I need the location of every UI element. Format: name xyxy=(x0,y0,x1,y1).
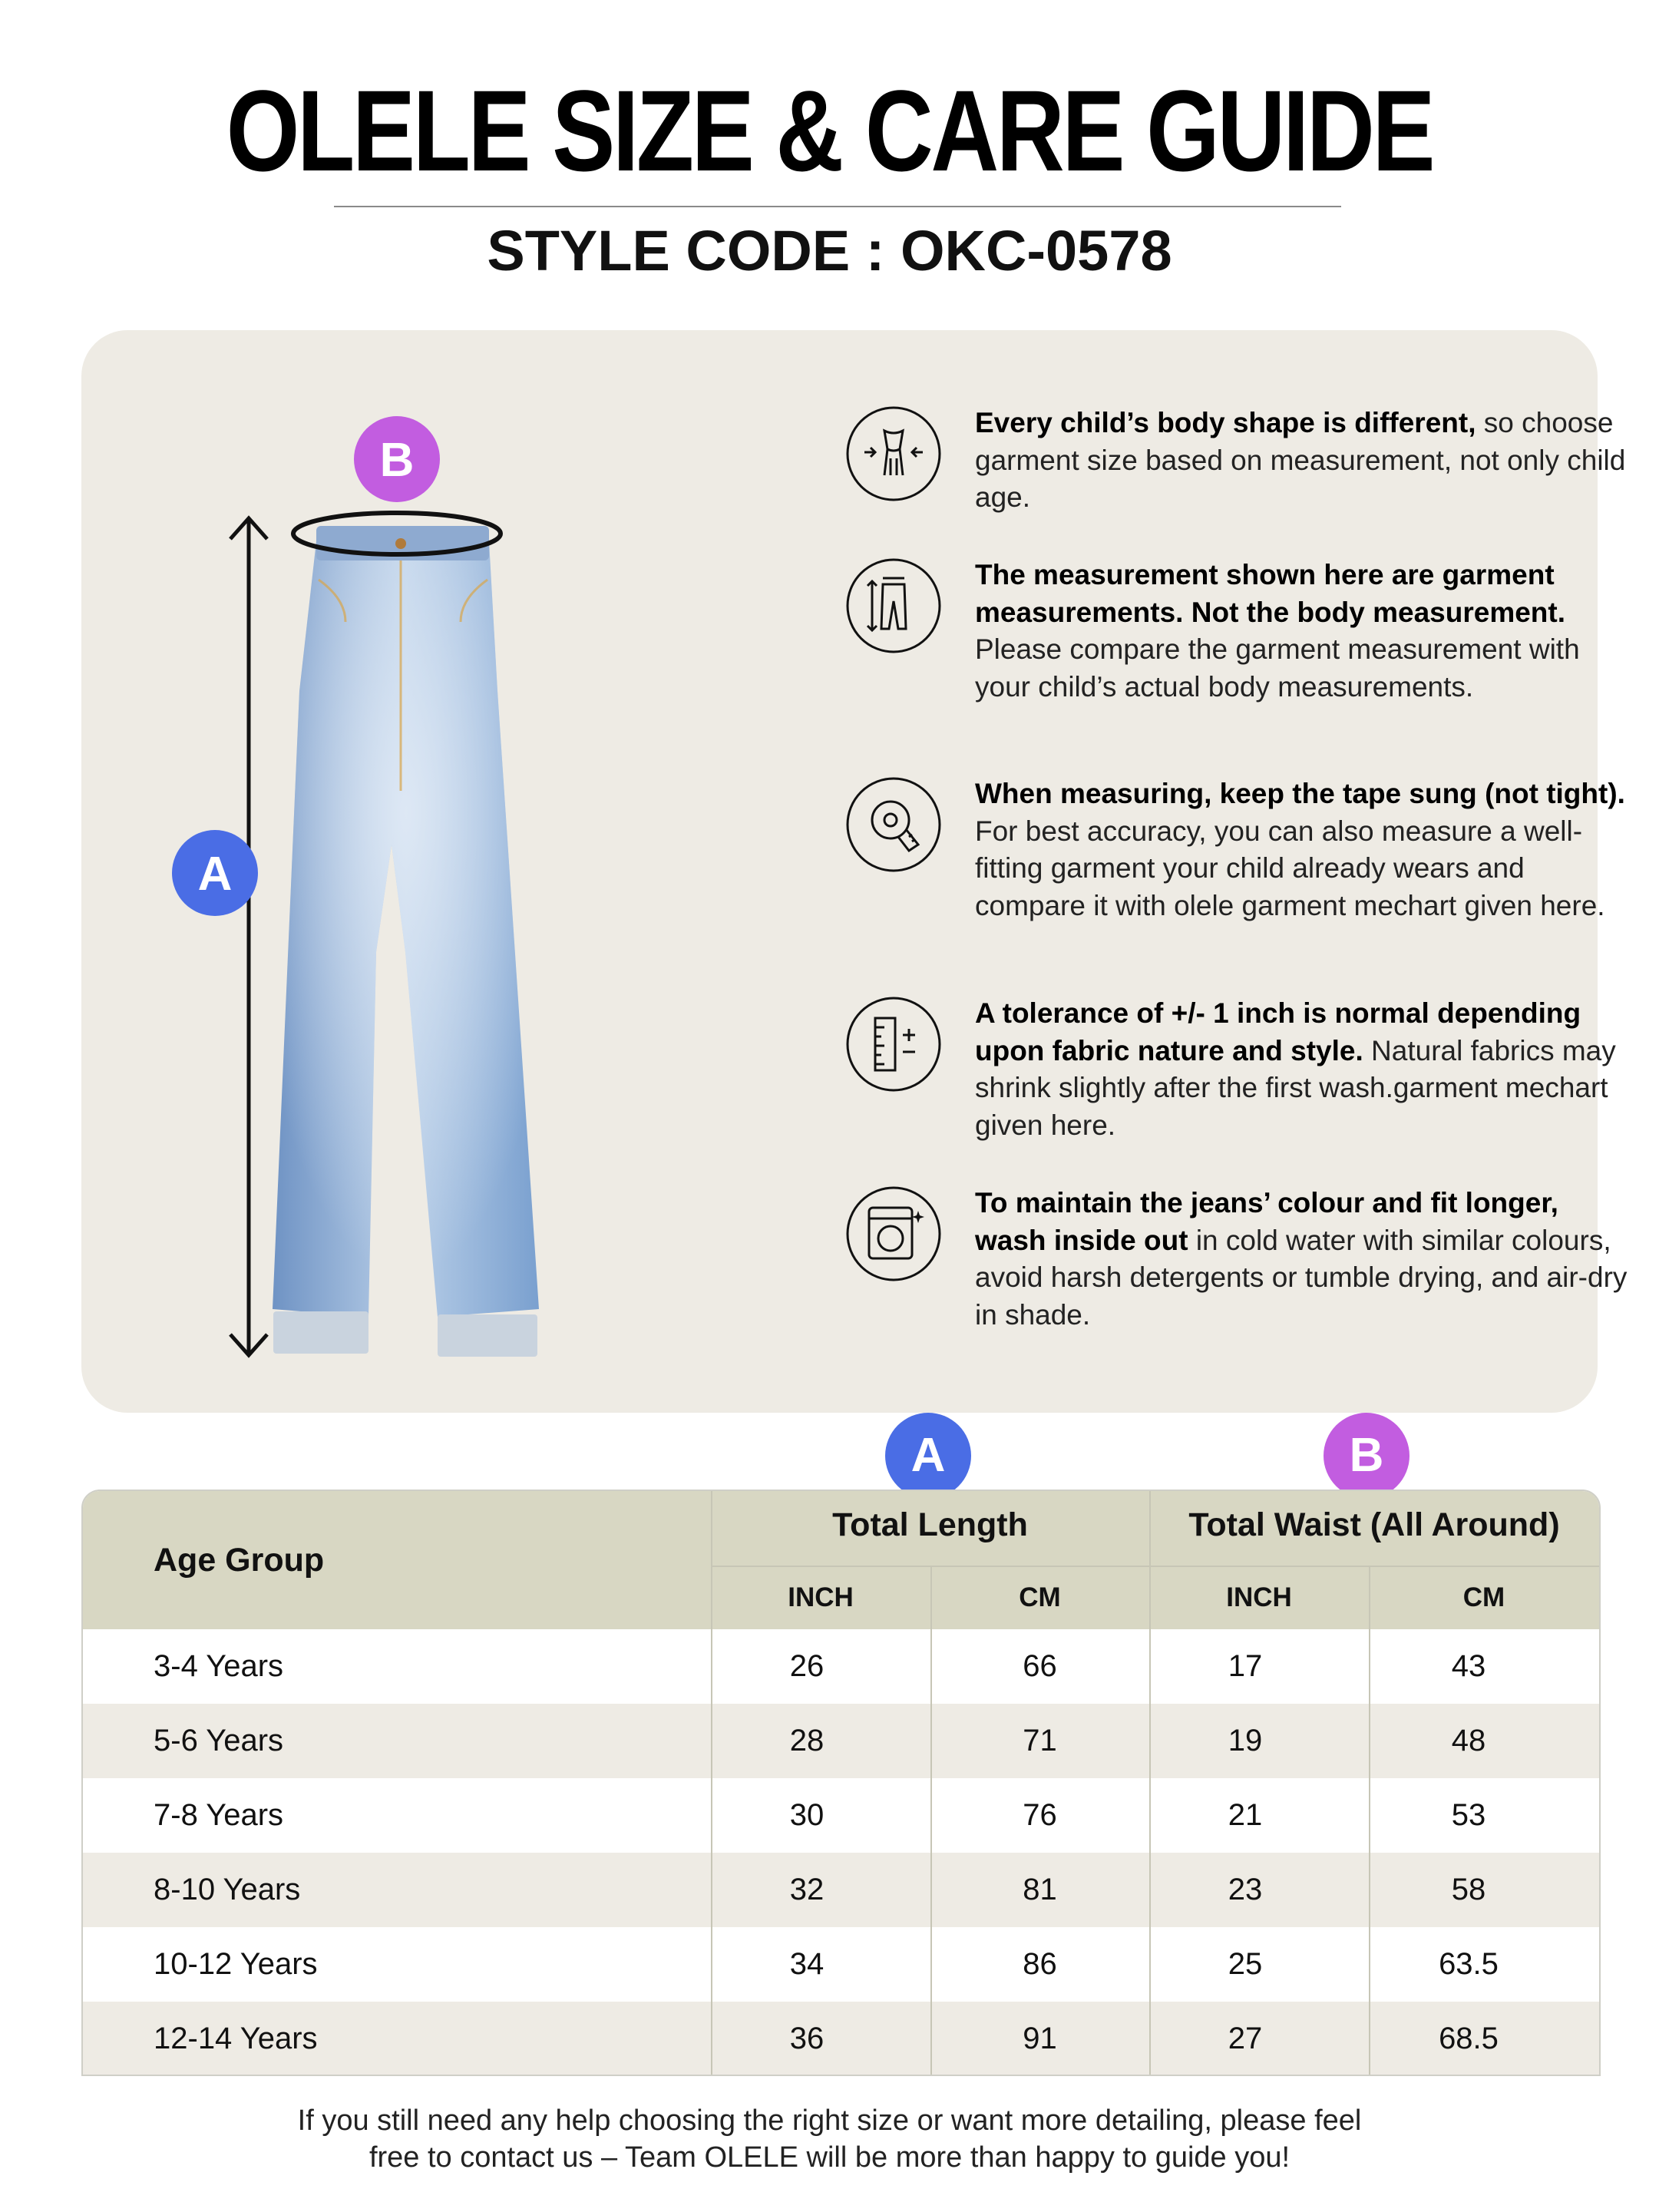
tip-5-bold: To maintain the jeans’ colour and fit longer, wash inside out xyxy=(975,1187,1558,1256)
table-badge-a: A xyxy=(885,1413,971,1499)
cell-waist-in: 19 xyxy=(1228,1724,1263,1757)
tolerance-ruler-icon xyxy=(844,995,943,1093)
cell-waist-cm: 53 xyxy=(1451,1798,1486,1832)
cell-waist-cm: 58 xyxy=(1451,1873,1486,1906)
header-waist-cm: CM xyxy=(1462,1582,1505,1612)
cell-waist-in: 21 xyxy=(1228,1798,1263,1832)
tip-1-text: so choose garment size based on measurement, not only child age. xyxy=(975,407,1626,513)
title-divider xyxy=(334,206,1341,207)
cell-age: 7-8 Years xyxy=(154,1798,284,1832)
tip-4-bold: A tolerance of +/- 1 inch is normal depending upon fabric nature and style. xyxy=(975,997,1581,1066)
tip-5-text: in cold water with similar colours, avoid harsh detergents or tumble drying, and air-dry in shade. xyxy=(975,1224,1628,1331)
table-row xyxy=(83,1629,1599,1704)
cell-len-cm: 66 xyxy=(1023,1649,1057,1683)
tip-4-text: Natural fabrics may shrink slightly after the first wash.garment mechart given here. xyxy=(975,1034,1616,1141)
size-table xyxy=(81,1490,1601,2076)
tip-3-text: For best accuracy, you can also measure a well-fitting garment your child already wears and compare it with olele garment mechart given here. xyxy=(975,815,1605,921)
cell-waist-cm: 43 xyxy=(1451,1649,1486,1683)
cell-age: 8-10 Years xyxy=(154,1873,301,1906)
cell-len-in: 34 xyxy=(789,1947,825,1981)
column-divider xyxy=(1369,1566,1370,2075)
column-divider xyxy=(1149,1491,1151,2075)
tip-1-bold: Every child’s body shape is different, xyxy=(975,407,1476,438)
header-length-inch: INCH xyxy=(788,1582,854,1612)
cell-len-cm: 76 xyxy=(1023,1798,1057,1832)
table-row xyxy=(83,1778,1599,1853)
table-row xyxy=(83,1853,1599,1927)
header-divider xyxy=(711,1566,1599,1567)
column-divider xyxy=(930,1566,932,2075)
cell-waist-cm: 48 xyxy=(1451,1724,1486,1757)
footer-line-2: free to contact us – Team OLELE will be more than happy to guide you! xyxy=(368,2141,1291,2174)
badge-a-label: A xyxy=(197,848,233,901)
jeans-measurement-diagram xyxy=(115,369,806,1397)
cell-waist-in: 25 xyxy=(1228,1947,1263,1981)
badge-b-label: B xyxy=(379,434,415,487)
style-code: STYLE CODE : OKC-0578 xyxy=(487,219,1172,283)
header-total-waist: Total Waist (All Around) xyxy=(1188,1506,1560,1543)
footer-line-1: If you still need any help choosing the right size or want more detailing, please feel xyxy=(297,2105,1362,2137)
table-row xyxy=(83,1704,1599,1778)
table-badge-b: B xyxy=(1324,1413,1409,1499)
cell-age: 10-12 Years xyxy=(154,1947,318,1981)
header-waist-inch: INCH xyxy=(1226,1582,1292,1612)
cell-len-in: 28 xyxy=(789,1724,825,1757)
table-row xyxy=(83,2002,1599,2076)
cell-len-in: 32 xyxy=(789,1873,825,1906)
cell-len-in: 36 xyxy=(789,2022,825,2055)
tape-measure-icon xyxy=(844,775,943,874)
cell-age: 3-4 Years xyxy=(154,1649,284,1683)
cell-waist-cm: 63.5 xyxy=(1439,1947,1499,1981)
washing-machine-icon xyxy=(844,1185,943,1283)
cell-len-cm: 86 xyxy=(1023,1947,1057,1981)
header-length-cm: CM xyxy=(1019,1582,1061,1612)
cell-len-cm: 71 xyxy=(1023,1724,1057,1757)
tip-2-text: Please compare the garment measurement with your child’s actual body measurements. xyxy=(975,633,1580,703)
jeans-image xyxy=(273,526,539,1357)
cell-age: 12-14 Years xyxy=(154,2022,318,2055)
page-title: OLELE SIZE & CARE GUIDE xyxy=(226,66,1433,195)
tip-2-bold: The measurement shown here are garment measurements. Not the body measurement. xyxy=(975,559,1565,628)
length-arrow xyxy=(230,518,267,1355)
column-divider xyxy=(711,1491,712,2075)
header-total-length: Total Length xyxy=(832,1506,1028,1543)
cell-len-cm: 91 xyxy=(1023,2022,1057,2055)
badge-a xyxy=(172,830,258,916)
garment-measure-icon xyxy=(844,557,943,655)
cell-waist-cm: 68.5 xyxy=(1439,2022,1499,2055)
cell-waist-in: 27 xyxy=(1228,2022,1263,2055)
cell-age: 5-6 Years xyxy=(154,1724,284,1757)
header-age-group: Age Group xyxy=(154,1542,325,1579)
table-row xyxy=(83,1927,1599,2002)
cell-waist-in: 23 xyxy=(1228,1873,1263,1906)
cell-len-cm: 81 xyxy=(1023,1873,1057,1906)
tip-3-bold: When measuring, keep the tape sung (not tight). xyxy=(975,778,1625,809)
cell-len-in: 26 xyxy=(789,1649,825,1683)
cell-waist-in: 17 xyxy=(1228,1649,1263,1683)
cell-len-in: 30 xyxy=(789,1798,825,1832)
badge-b xyxy=(354,416,440,502)
body-shape-icon xyxy=(844,405,943,503)
